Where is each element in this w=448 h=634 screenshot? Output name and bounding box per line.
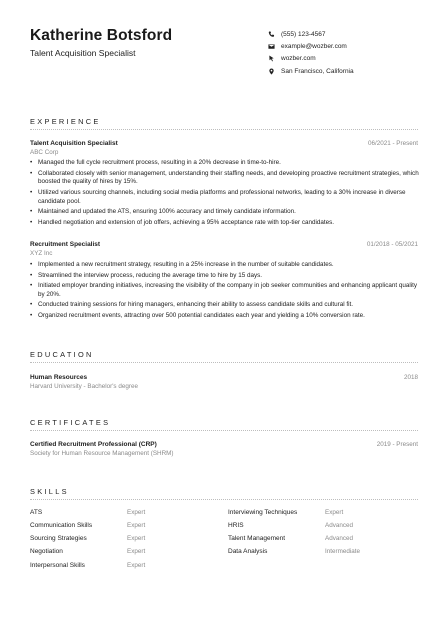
skill-name: ATS xyxy=(30,509,43,516)
education-degree: Human Resources xyxy=(30,374,88,381)
job-1-dates: 06/2021 - Present xyxy=(367,140,418,147)
website-icon xyxy=(268,55,281,62)
contact-location-text: San Francisco, California xyxy=(281,67,354,75)
job-2-dates: 01/2018 - 05/2021 xyxy=(366,241,418,248)
contact-website xyxy=(268,53,428,65)
education-year: 2018 xyxy=(403,374,418,381)
experience-heading: EXPERIENCE xyxy=(30,117,101,126)
contact-phone xyxy=(268,28,428,40)
skill-level: Expert xyxy=(127,509,146,516)
job-2-company: XYZ Inc xyxy=(30,250,53,257)
contact-location xyxy=(268,65,428,77)
list-item: • Handled negotiation and extension of job offers, achieving a 95% acceptance rate with top-tier candidates. xyxy=(30,219,420,228)
certificate-year: 2019 - Present xyxy=(376,441,418,448)
skill-name: Talent Management xyxy=(228,535,286,542)
certificates-heading: CERTIFICATES xyxy=(30,418,111,427)
skill-name: Data Analysis xyxy=(228,548,268,555)
skills-divider xyxy=(30,499,418,500)
education-heading: EDUCATION xyxy=(30,350,94,359)
location-icon xyxy=(268,68,281,75)
experience-divider xyxy=(30,129,418,130)
skills-heading: SKILLS xyxy=(30,487,69,496)
education-divider xyxy=(30,362,418,363)
skill-level: Expert xyxy=(127,522,146,529)
list-item: • Streamlined the interview process, reducing the average time to hire by 15 days. xyxy=(30,272,420,281)
skill-level: Advanced xyxy=(325,522,354,529)
skill-level: Advanced xyxy=(325,535,354,542)
education-school: Harvard University - Bachelor's degree xyxy=(30,383,138,390)
candidate-name: Katherine Botsford xyxy=(30,27,173,44)
list-item: • Implemented a new recruitment strategy, resulting in a 25% increase in the number of suitable candidates. xyxy=(30,261,420,270)
certificate-issuer: Society for Human Resource Management (SHRM) xyxy=(30,450,174,457)
skill-name: Negotiation xyxy=(30,548,63,555)
skill-name: Sourcing Strategies xyxy=(30,535,87,542)
contact-website-text[interactable]: wozber.com xyxy=(281,55,316,63)
skill-level: Expert xyxy=(325,509,344,516)
job-2-position: Recruitment Specialist xyxy=(30,241,101,248)
candidate-role: Talent Acquisition Specialist xyxy=(30,48,136,58)
skill-name: Interviewing Techniques xyxy=(228,509,298,516)
skill-name: Interpersonal Skills xyxy=(30,562,85,569)
skill-level: Expert xyxy=(127,535,146,542)
job-2-bullets xyxy=(30,261,420,322)
job-1-company: ABC Corp xyxy=(30,149,59,156)
list-item: • Initiated employer branding initiatives, increasing the visibility of the company in job seeker communities and enhancing applicant quality by 20%. xyxy=(30,282,420,300)
list-item: • Utilized various sourcing channels, including social media platforms and professional networks, leading to a 30% increase in diverse candidate pool. xyxy=(30,189,420,207)
skill-name: HRIS xyxy=(228,522,244,529)
contact-list xyxy=(268,28,428,77)
skill-name: Communication Skills xyxy=(30,522,93,529)
contact-email-text[interactable]: example@wozber.com xyxy=(281,42,347,50)
list-item: • Collaborated closely with senior management, understanding their staffing needs, and developing proactive recruitment strategies, which boosted the quality of hires by 15%. xyxy=(30,170,420,188)
certificates-divider xyxy=(30,430,418,431)
skill-level: Expert xyxy=(127,548,146,555)
contact-phone-text: (555) 123-4567 xyxy=(281,30,326,38)
job-1-bullets xyxy=(30,159,420,229)
list-item: • Conducted training sessions for hiring managers, enhancing their ability to assess candidate skills and cultural fit. xyxy=(30,301,420,310)
email-icon xyxy=(268,43,281,50)
list-item: • Maintained and updated the ATS, ensuring 100% accuracy and timely candidate information. xyxy=(30,208,420,217)
list-item: • Managed the full cycle recruitment process, resulting in a 20% decrease in time-to-hire. xyxy=(30,159,420,168)
list-item: • Organized recruitment events, attracting over 500 potential candidates each year and yielding a 10% conversion rate. xyxy=(30,312,420,321)
job-1-position: Talent Acquisition Specialist xyxy=(30,140,118,147)
skill-level: Intermediate xyxy=(325,548,361,555)
skill-level: Expert xyxy=(127,562,146,569)
certificate-name: Certified Recruitment Professional (CRP) xyxy=(30,441,157,448)
phone-icon xyxy=(268,31,281,38)
contact-email xyxy=(268,40,428,52)
